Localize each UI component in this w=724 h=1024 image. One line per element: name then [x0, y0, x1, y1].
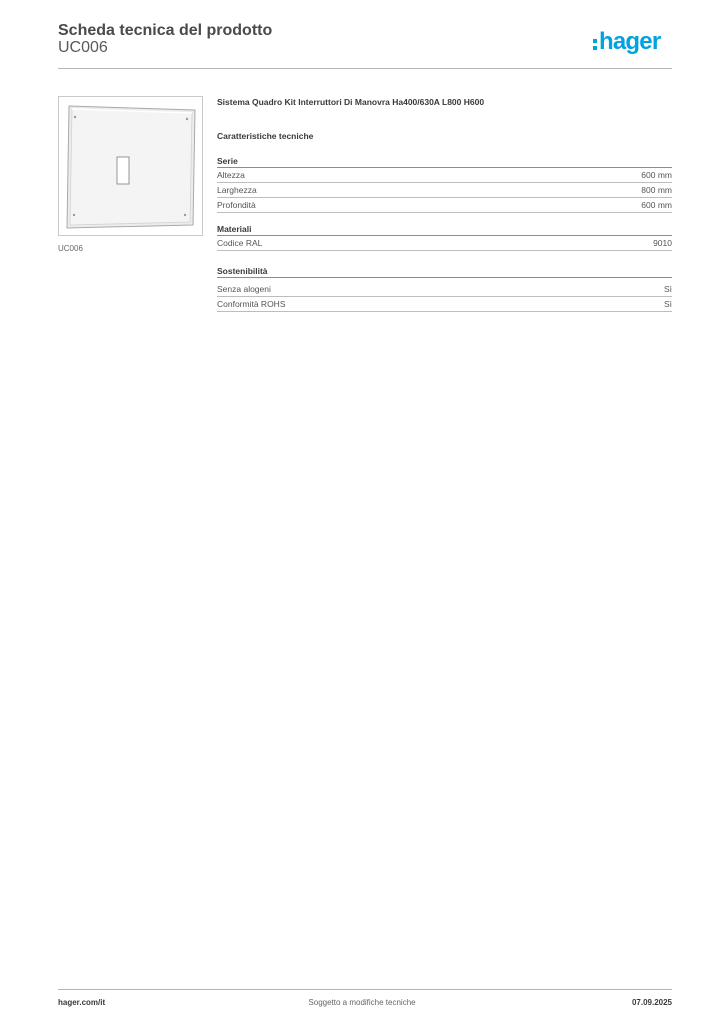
logo-dots-icon — [593, 39, 597, 50]
spec-row — [217, 198, 672, 213]
spec-value: Sì — [663, 299, 672, 309]
page-title: Scheda tecnica del prodotto — [58, 22, 273, 39]
product-image — [58, 96, 203, 236]
spec-value: Sì — [663, 284, 672, 294]
spec-label: Senza alogeni — [217, 284, 271, 294]
spec-label: Altezza — [217, 170, 245, 180]
footer-date: 07.09.2025 — [631, 998, 672, 1007]
footer-divider — [58, 989, 672, 990]
header-divider — [58, 68, 672, 69]
specs-heading: Caratteristiche tecniche — [217, 131, 314, 141]
hager-logo — [593, 27, 660, 57]
spec-value: 800 mm — [641, 185, 672, 195]
spec-group-title: Sostenibilità — [217, 265, 672, 278]
spec-label: Codice RAL — [217, 238, 263, 248]
spec-value: 9010 — [653, 238, 672, 248]
spec-row — [217, 183, 672, 198]
footer-website-link[interactable]: hager.com/it — [58, 998, 106, 1007]
spec-row — [217, 282, 672, 297]
spec-row — [217, 297, 672, 312]
spec-row — [217, 236, 672, 251]
logo-text: hager — [599, 28, 661, 55]
spec-group-materiali — [217, 223, 672, 251]
product-name: Sistema Quadro Kit Interruttori Di Manovra Ha400/630A L800 H600 — [217, 97, 485, 107]
panel-plate-image-icon — [59, 97, 202, 235]
spec-value: 600 mm — [641, 200, 672, 210]
image-caption: UC006 — [58, 244, 83, 253]
spec-value: 600 mm — [641, 170, 672, 180]
product-code: UC006 — [58, 39, 108, 56]
spec-row — [217, 168, 672, 183]
spec-group-serie — [217, 155, 672, 213]
spec-group-title: Materiali — [217, 223, 672, 236]
spec-group-sostenibilita — [217, 265, 672, 312]
spec-label: Larghezza — [217, 185, 257, 195]
spec-label: Profondità — [217, 200, 256, 210]
spec-group-title: Serie — [217, 155, 672, 168]
footer-note: Soggetto a modifiche tecniche — [308, 998, 416, 1007]
spec-label: Conformità ROHS — [217, 299, 286, 309]
